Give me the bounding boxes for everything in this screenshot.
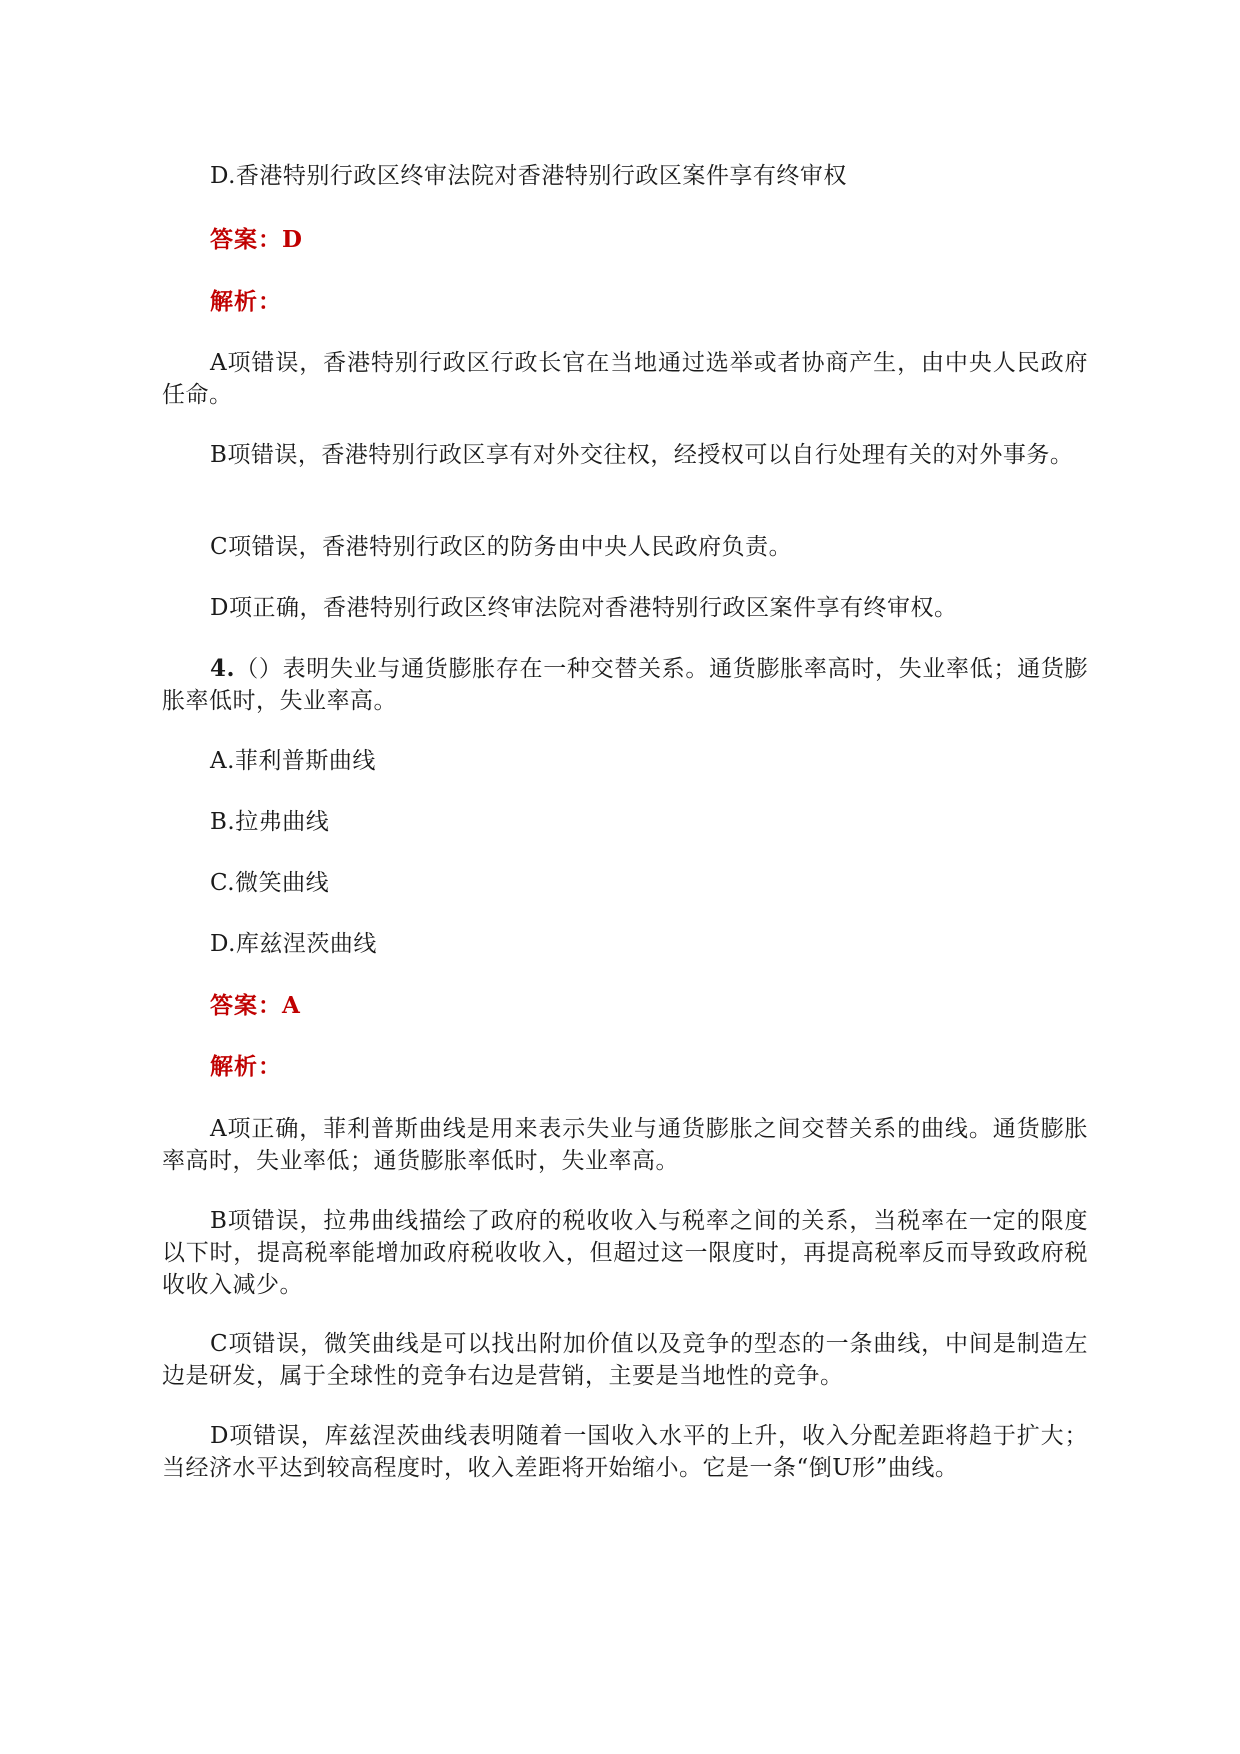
q3-explanation-a: A项错误，香港特别行政区行政长官在当地通过选举或者协商产生，由中央人民政府任命。 — [162, 350, 1088, 408]
q4-explanation-d: D项错误，库兹涅茨曲线表明随着一国收入水平的上升，收入分配差距将趋于扩大；当经济水平达到较高程度时，收入差距将开始缩小。它是一条“倒U形”曲线。 — [162, 1423, 1088, 1481]
q3-option-d: D.香港特别行政区终审法院对香港特别行政区案件享有终审权 — [210, 163, 847, 189]
q4-analysis-label: 解析： — [210, 1053, 282, 1080]
q3-explanation-b: B项错误，香港特别行政区享有对外交往权，经授权可以自行处理有关的对外事务。 — [210, 442, 1074, 468]
q3-explanation-c: C项错误，香港特别行政区的防务由中央人民政府负责。 — [210, 534, 793, 560]
q4-option-b: B.拉弗曲线 — [210, 809, 330, 835]
q4-explanation-b: B项错误，拉弗曲线描绘了政府的税收收入与税率之间的关系，当税率在一定的限度以下时，提高税率能增加政府税收收入，但超过这一限度时，再提高税率反而导致政府税收收入减少。 — [162, 1208, 1088, 1298]
q4-explanation-c: C项错误，微笑曲线是可以找出附加价值以及竞争的型态的一条曲线，中间是制造左边是研发，属于全球性的竞争右边是营销，主要是当地性的竞争。 — [162, 1331, 1088, 1389]
q3-analysis-label: 解析： — [210, 288, 282, 315]
q4-option-a: A.菲利普斯曲线 — [210, 748, 376, 774]
q4-number: 4. — [210, 655, 236, 682]
q4-option-d: D.库兹涅茨曲线 — [210, 931, 377, 957]
q4-option-c: C.微笑曲线 — [210, 870, 330, 896]
q4-stem-text: （）表明失业与通货膨胀存在一种交替关系。通货膨胀率高时，失业率低；通货膨胀率低时，失业率高。 — [162, 656, 1088, 714]
q4-answer: 答案：A — [210, 992, 301, 1019]
q3-explanation-d: D项正确，香港特别行政区终审法院对香港特别行政区案件享有终审权。 — [210, 595, 958, 621]
q4-explanation-a: A项正确，菲利普斯曲线是用来表示失业与通货膨胀之间交替关系的曲线。通货膨胀率高时，失业率低；通货膨胀率低时，失业率高。 — [162, 1116, 1088, 1174]
q4-stem — [162, 653, 1088, 717]
q3-answer: 答案：D — [210, 226, 303, 253]
